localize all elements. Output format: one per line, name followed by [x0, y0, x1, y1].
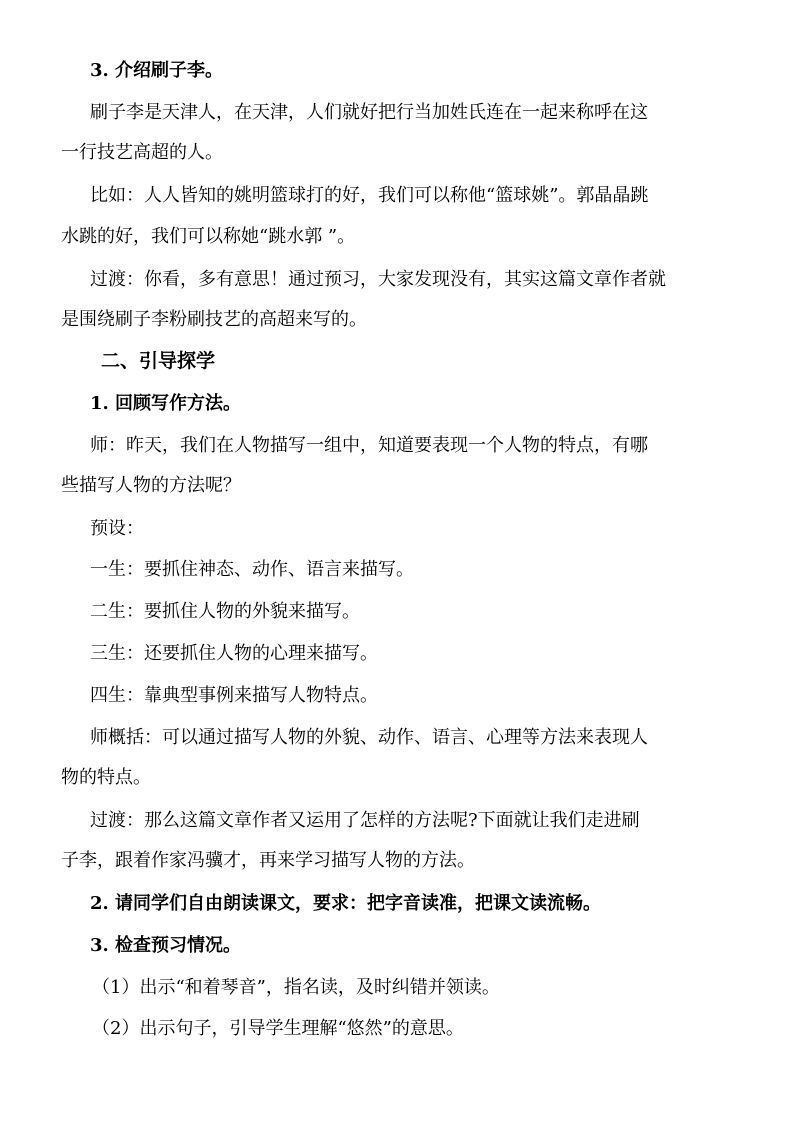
paragraph-line: 师概括：可以通过描写人物的外貌、动作、语言、心理等方法来表现人 [90, 727, 648, 748]
list-item: （1）出示“和着琴音”，指名读，及时纠错并领读。 [92, 977, 500, 998]
paragraph-line: 预设： [90, 518, 144, 539]
paragraph-line: 四生：靠典型事例来描写人物特点。 [90, 685, 378, 706]
paragraph-line: 些描写人物的方法呢？ [61, 475, 241, 496]
subsection-heading-review-methods: 1. 回顾写作方法。 [90, 393, 242, 414]
subsection-heading-read-aloud: 2. 请同学们自由朗读课文，要求：把字音读准，把课文读流畅。 [90, 893, 602, 914]
paragraph-line: 比如：人人皆知的姚明篮球打的好，我们可以称他“篮球姚”。郭晶晶跳 [90, 185, 649, 206]
paragraph-line: 物的特点。 [61, 767, 151, 788]
list-item: （2）出示句子，引导学生理解“悠然”的意思。 [92, 1018, 464, 1039]
section-heading-guided-learning: 二、引导探学 [101, 350, 216, 372]
paragraph-line: 师：昨天，我们在人物描写一组中，知道要表现一个人物的特点，有哪 [90, 435, 648, 456]
paragraph-line: 子李，跟着作家冯骥才，再来学习描写人物的方法。 [61, 850, 475, 871]
paragraph-line: 三生：还要抓住人物的心理来描写。 [90, 643, 378, 664]
paragraph-line: 二生：要抓住人物的外貌来描写。 [90, 601, 360, 622]
paragraph-line: 过渡：你看，多有意思！通过预习，大家发现没有，其实这篇文章作者就 [90, 269, 666, 290]
paragraph-line: 一生：要抓住神态、动作、语言来描写。 [90, 559, 414, 580]
paragraph-line: 过渡：那么这篇文章作者又运用了怎样的方法呢?下面就让我们走进刷 [90, 810, 640, 831]
paragraph-line: 一行技艺高超的人。 [61, 142, 223, 163]
paragraph-line: 水跳的好，我们可以称她“跳水郭 ”。 [61, 226, 356, 247]
section-heading-introduce-shuazili: 3. 介绍刷子李。 [90, 60, 224, 81]
paragraph-line: 是围绕刷子李粉刷技艺的高超来写的。 [61, 309, 367, 330]
subsection-heading-check-preview: 3. 检查预习情况。 [90, 935, 242, 956]
paragraph-line: 刷子李是天津人，在天津，人们就好把行当加姓氏连在一起来称呼在这 [90, 102, 648, 123]
